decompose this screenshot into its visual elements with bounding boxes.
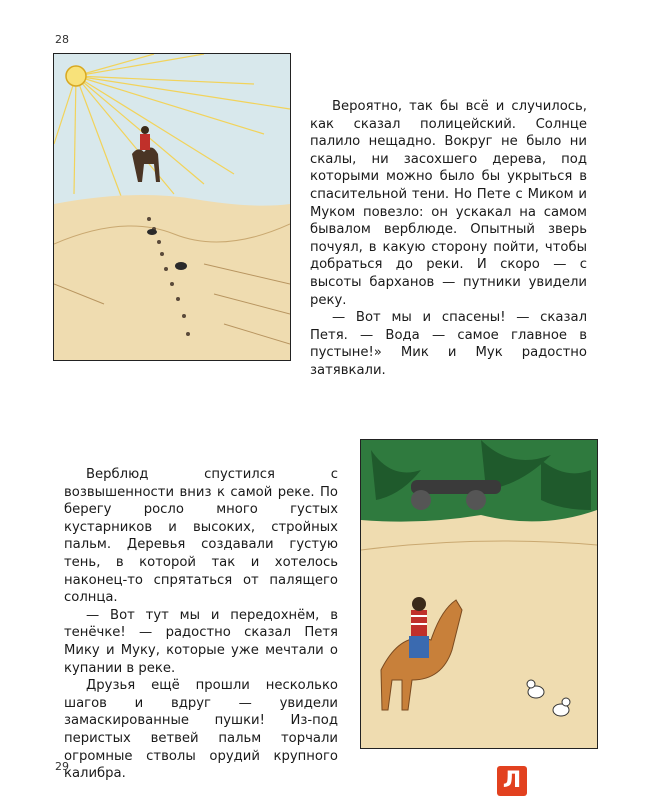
paragraph: — Вот мы и спасены! — сказал Петя. — Вода — самое главное в пустыне!» Мик и Мук радостно затявкали.	[310, 310, 587, 378]
paragraph: Верблюд спустился с возвышенности вниз к самой реке. По берегу росло много густых кустарников и высоких, стройных пальм. Деревья создавали густую тень, в которой так и хотелось наконец-то спрятаться от палящего солнца.	[64, 467, 338, 606]
publisher-logo-icon: Л	[497, 766, 527, 796]
page-number-bottom: 29	[55, 760, 69, 773]
paragraph: Друзья ещё прошли несколько шагов и вдруг — увидели замаскированные пушки! Из-под перистых ветвей пальм торчали огромные стволы орудий крупного калибра.	[64, 678, 338, 782]
paragraph: Вероятно, так бы всё и случилось, как сказал полицейский. Солнце палило нещадно. Вокруг не было ни скалы, ни засохшего дерева, под которыми можно было бы укрыться в спасительной тени. Но Пете с Миком и Муком повезло: он ускакал на самом бывалом верблюде. Опытный зверь почуял, в какую сторону пойти, чтобы добраться до реки. И скоро — с высоты барханов — путники увидели реку.	[310, 99, 587, 308]
text-block-bottom	[64, 466, 338, 783]
paragraph: — Вот тут мы и передохнём, в тенёчке! — радостно сказал Петя Мику и Муку, которые уже мечтали о купании в реке.	[64, 607, 338, 676]
page-number-top: 28	[55, 33, 69, 46]
text-block-top	[310, 98, 587, 380]
jungle-illustration	[360, 439, 598, 749]
desert-illustration	[53, 53, 291, 361]
